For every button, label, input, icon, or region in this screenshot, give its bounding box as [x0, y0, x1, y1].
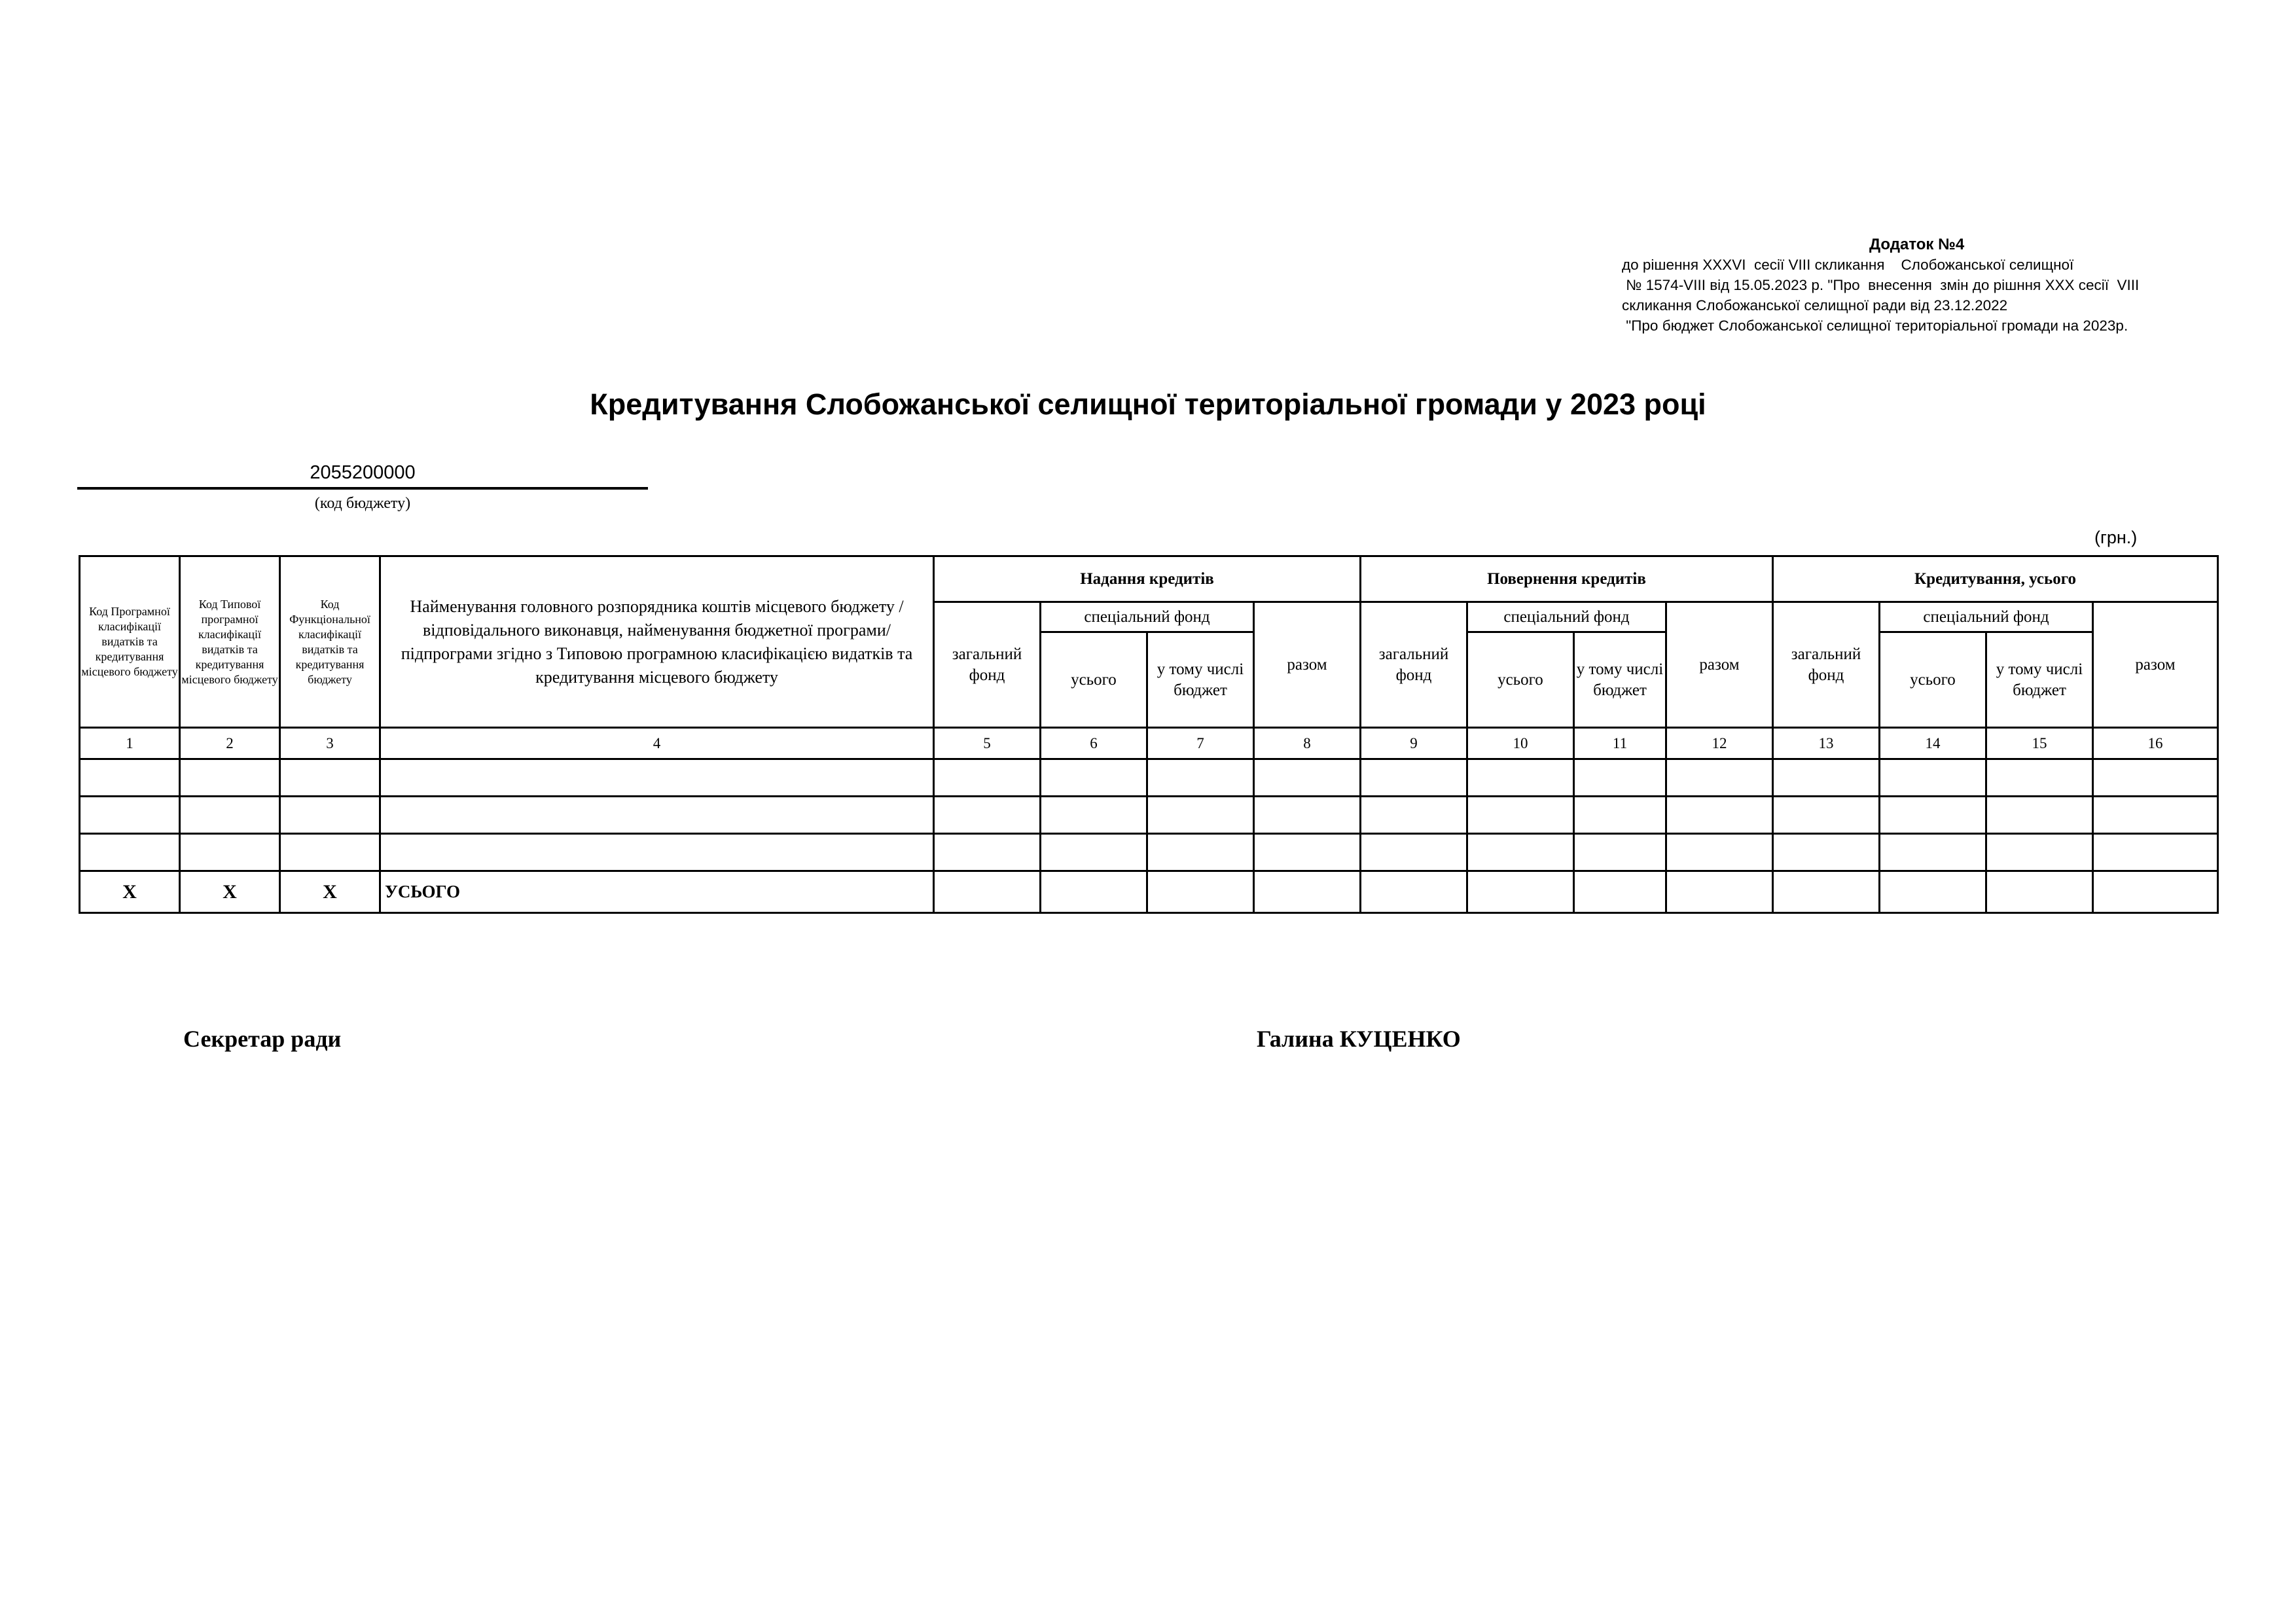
- header-incl-budget: у тому числі бюджет: [1147, 632, 1254, 728]
- header-name: Найменування головного розпорядника коштів місцевого бюджету / відповідального виконавця, найменування бюджетної програми/підпрограми згідно з Типовою програмною класифікацією видатків та кредитування місцевого бюджету: [380, 556, 934, 728]
- table-cell: [1666, 871, 1773, 913]
- table-cell: [1773, 759, 1880, 797]
- table-cell: [280, 797, 380, 834]
- table-cell: [80, 797, 180, 834]
- table-cell: [934, 834, 1041, 871]
- column-number-row: [80, 728, 2218, 759]
- table-cell: [1361, 759, 1467, 797]
- table-cell: [934, 759, 1041, 797]
- currency-unit: (грн.): [2094, 528, 2138, 547]
- table-cell: [1773, 797, 1880, 834]
- table-cell: [1041, 834, 1147, 871]
- table-cell: [1147, 759, 1254, 797]
- header-general-fund: загальний фонд: [934, 602, 1041, 728]
- table-cell: [1467, 797, 1574, 834]
- table-cell: [1986, 871, 2093, 913]
- table-cell: [1574, 871, 1666, 913]
- table-cell: [80, 759, 180, 797]
- table-cell: [1666, 797, 1773, 834]
- table-cell: [280, 759, 380, 797]
- total-x-mark: Х: [80, 871, 180, 913]
- column-number: 11: [1574, 728, 1666, 759]
- header-general-fund: загальний фонд: [1361, 602, 1467, 728]
- table-cell: [1254, 834, 1361, 871]
- header-special-fund: спеціальний фонд: [1880, 602, 2093, 632]
- table-cell: [1254, 871, 1361, 913]
- table-cell: [1666, 834, 1773, 871]
- table-cell: [180, 759, 280, 797]
- header-total-col: усього: [1880, 632, 1986, 728]
- table-cell: [1467, 834, 1574, 871]
- appendix-line: № 1574-VIII від 15.05.2023 р. "Про внесення змін до рішння XXX сесії VIII: [1622, 277, 2140, 293]
- document-title: Кредитування Слобожанської селищної територіальної громади у 2023 році: [590, 388, 1706, 421]
- table-cell: [2093, 834, 2218, 871]
- table-cell: [1467, 871, 1574, 913]
- budget-code: 2055200000: [310, 462, 416, 483]
- column-number: 5: [934, 728, 1041, 759]
- column-number: 8: [1254, 728, 1361, 759]
- header-total-col: усього: [1467, 632, 1574, 728]
- table-cell: [2093, 759, 2218, 797]
- table-cell: [1147, 797, 1254, 834]
- header-typical-program-code: Код Типової програмної класифікації видатків та кредитування місцевого бюджету: [180, 556, 280, 728]
- table-cell: [1361, 871, 1467, 913]
- table-cell: [1361, 797, 1467, 834]
- appendix-line: до рішення XXXVI сесії VIII скликання Слобожанської селищної: [1622, 257, 2074, 273]
- table-cell: [380, 834, 934, 871]
- header-group-total: Кредитування, усього: [1773, 556, 2218, 602]
- table-cell: [280, 834, 380, 871]
- table-cell: [1574, 834, 1666, 871]
- header-total-col: усього: [1041, 632, 1147, 728]
- table-row: [80, 797, 2218, 834]
- header-special-fund: спеціальний фонд: [1041, 602, 1254, 632]
- column-number: 16: [2093, 728, 2218, 759]
- total-x-mark: Х: [280, 871, 380, 913]
- table-cell: [1361, 834, 1467, 871]
- table-cell: [180, 834, 280, 871]
- table-cell: [1773, 834, 1880, 871]
- header-group-repayment: Повернення кредитів: [1361, 556, 1773, 602]
- table-row: [80, 759, 2218, 797]
- table-cell: [380, 759, 934, 797]
- total-row: [80, 871, 2218, 913]
- table-cell: [2093, 871, 2218, 913]
- table-cell: [1041, 871, 1147, 913]
- table-cell: [80, 834, 180, 871]
- total-x-mark: Х: [180, 871, 280, 913]
- table-cell: [1574, 797, 1666, 834]
- budget-code-underline: [77, 487, 648, 490]
- total-label: УСЬОГО: [380, 871, 934, 913]
- table-cell: [1147, 871, 1254, 913]
- column-number: 1: [80, 728, 180, 759]
- table-cell: [934, 797, 1041, 834]
- table-cell: [1986, 834, 2093, 871]
- table-cell: [1666, 759, 1773, 797]
- table-cell: [380, 797, 934, 834]
- header-incl-budget: у тому числі бюджет: [1574, 632, 1666, 728]
- appendix-line: "Про бюджет Слобожанської селищної територіальної громади на 2023р.: [1622, 317, 2128, 334]
- table-cell: [1041, 759, 1147, 797]
- column-number: 15: [1986, 728, 2093, 759]
- table-cell: [1467, 759, 1574, 797]
- table-cell: [1773, 871, 1880, 913]
- table-cell: [1986, 797, 2093, 834]
- table-cell: [1880, 797, 1986, 834]
- column-number: 10: [1467, 728, 1574, 759]
- header-sum: разом: [1254, 602, 1361, 728]
- header-special-fund: спеціальний фонд: [1467, 602, 1666, 632]
- table-cell: [1254, 759, 1361, 797]
- header-general-fund: загальний фонд: [1773, 602, 1880, 728]
- column-number: 4: [380, 728, 934, 759]
- signature-position: Секретар ради: [183, 1026, 342, 1052]
- appendix-line: скликання Слобожанської селищної ради від 23.12.2022: [1622, 297, 2008, 314]
- table-cell: [1986, 759, 2093, 797]
- table-cell: [1147, 834, 1254, 871]
- column-number: 3: [280, 728, 380, 759]
- table-cell: [1041, 797, 1147, 834]
- table-row: [80, 834, 2218, 871]
- table-cell: [180, 797, 280, 834]
- table-cell: [2093, 797, 2218, 834]
- header-group-granting: Надання кредитів: [934, 556, 1361, 602]
- header-sum: разом: [2093, 602, 2218, 728]
- table-cell: [1880, 871, 1986, 913]
- column-number: 7: [1147, 728, 1254, 759]
- column-number: 13: [1773, 728, 1880, 759]
- header-program-code: Код Програмної класифікації видатків та кредитування місцевого бюджету: [80, 556, 180, 728]
- column-number: 2: [180, 728, 280, 759]
- table-cell: [934, 871, 1041, 913]
- table-cell: [1880, 759, 1986, 797]
- table-cell: [1254, 797, 1361, 834]
- credit-table: [79, 555, 2219, 914]
- header-functional-code: Код Функціональної класифікації видатків та кредитування бюджету: [280, 556, 380, 728]
- budget-code-caption: (код бюджету): [314, 495, 411, 512]
- table-cell: [1574, 759, 1666, 797]
- appendix-block: [1622, 234, 2224, 336]
- appendix-title: Додаток №4: [1869, 236, 1965, 253]
- signature-name: Галина КУЦЕНКО: [1257, 1026, 1461, 1052]
- column-number: 14: [1880, 728, 1986, 759]
- column-number: 6: [1041, 728, 1147, 759]
- column-number: 12: [1666, 728, 1773, 759]
- header-incl-budget: у тому числі бюджет: [1986, 632, 2093, 728]
- header-sum: разом: [1666, 602, 1773, 728]
- column-number: 9: [1361, 728, 1467, 759]
- table-cell: [1880, 834, 1986, 871]
- header-row-groups: [80, 556, 2218, 602]
